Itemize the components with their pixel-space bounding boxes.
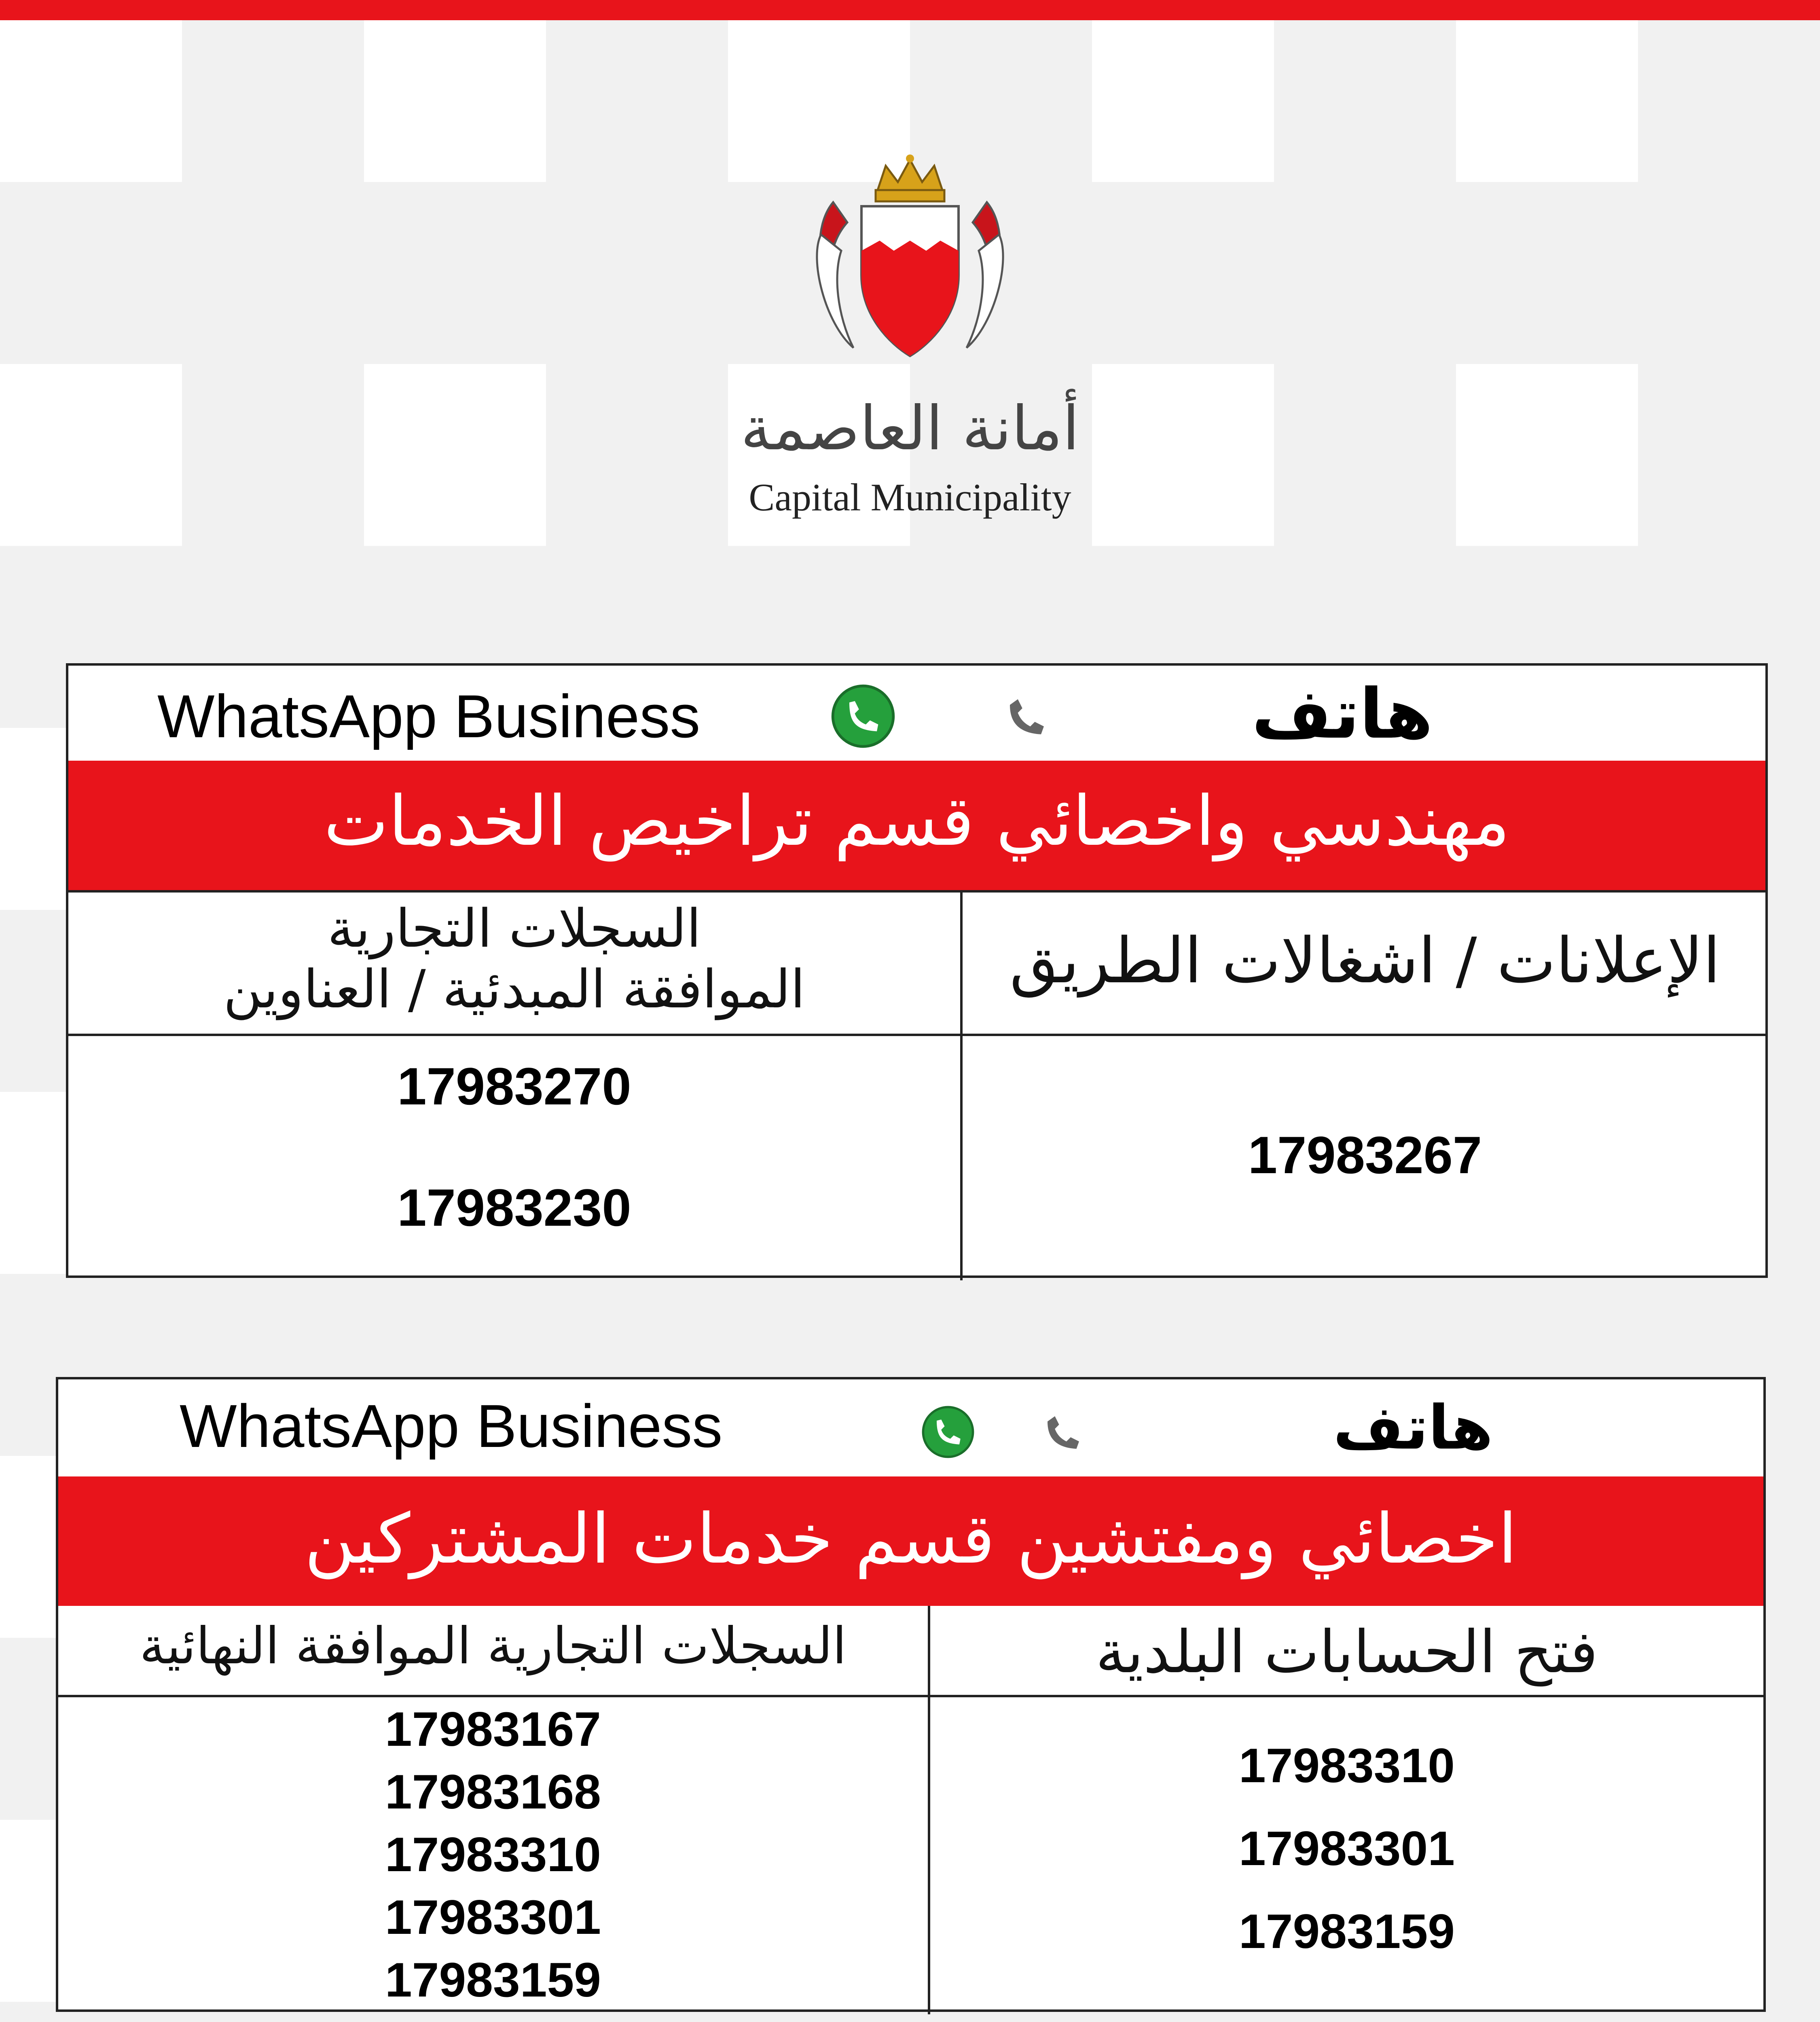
whatsapp-business-label: WhatsApp Business bbox=[157, 682, 700, 750]
section-title: مهندسي واخصائي قسم تراخيص الخدمات bbox=[68, 761, 1765, 890]
divider bbox=[68, 1034, 1765, 1036]
phone-label: هاتف bbox=[1252, 674, 1433, 754]
divider bbox=[68, 890, 1765, 893]
col-left-header: السجلات التجارية الموافقة النهائية bbox=[139, 1617, 847, 1675]
phone-number: 17983310 bbox=[1239, 1739, 1455, 1793]
section-subscriber-services bbox=[56, 1377, 1766, 2012]
top-red-bar bbox=[0, 0, 1820, 20]
phone-icon bbox=[1037, 1406, 1090, 1458]
capital-municipality-logo bbox=[728, 154, 1092, 538]
phone-number: 17983310 bbox=[385, 1827, 601, 1882]
phone-number: 17983159 bbox=[1239, 1904, 1455, 1959]
phone-number: 17983159 bbox=[385, 1953, 601, 2007]
phone-label: هاتف bbox=[1333, 1393, 1493, 1463]
section-title: اخصائي ومفتشين قسم خدمات المشتركين bbox=[58, 1476, 1763, 1606]
whatsapp-icon bbox=[920, 1404, 976, 1460]
col-right-header: فتح الحسابات البلدية bbox=[1096, 1618, 1598, 1686]
col-left-header-line1: السجلات التجارية bbox=[327, 898, 701, 959]
section-service-licensing bbox=[66, 663, 1768, 1278]
phone-number: 17983301 bbox=[1239, 1821, 1455, 1876]
phone-number: 17983301 bbox=[385, 1890, 601, 1944]
col-right-header: الإعلانات / اشغالات الطريق bbox=[1009, 924, 1721, 997]
contact-type-header bbox=[58, 1379, 1763, 1476]
phone-number: 17983267 bbox=[1248, 1125, 1482, 1184]
divider bbox=[58, 1695, 1763, 1697]
col-left-header-line2: الموافقة المبدئية / العناوين bbox=[223, 958, 805, 1020]
logo-arabic-name: أمانة العاصمة bbox=[741, 393, 1079, 464]
contact-type-header bbox=[68, 666, 1765, 761]
crest-emblem-icon bbox=[809, 154, 1011, 380]
whatsapp-icon bbox=[829, 682, 897, 751]
phone-number: 17983168 bbox=[385, 1765, 601, 1819]
phone-number: 17983167 bbox=[385, 1702, 601, 1756]
phone-icon bbox=[999, 688, 1055, 745]
phone-number: 17983230 bbox=[397, 1178, 631, 1237]
whatsapp-business-label: WhatsApp Business bbox=[180, 1392, 723, 1460]
phone-number: 17983270 bbox=[397, 1057, 631, 1116]
logo-english-name: Capital Municipality bbox=[749, 476, 1071, 519]
